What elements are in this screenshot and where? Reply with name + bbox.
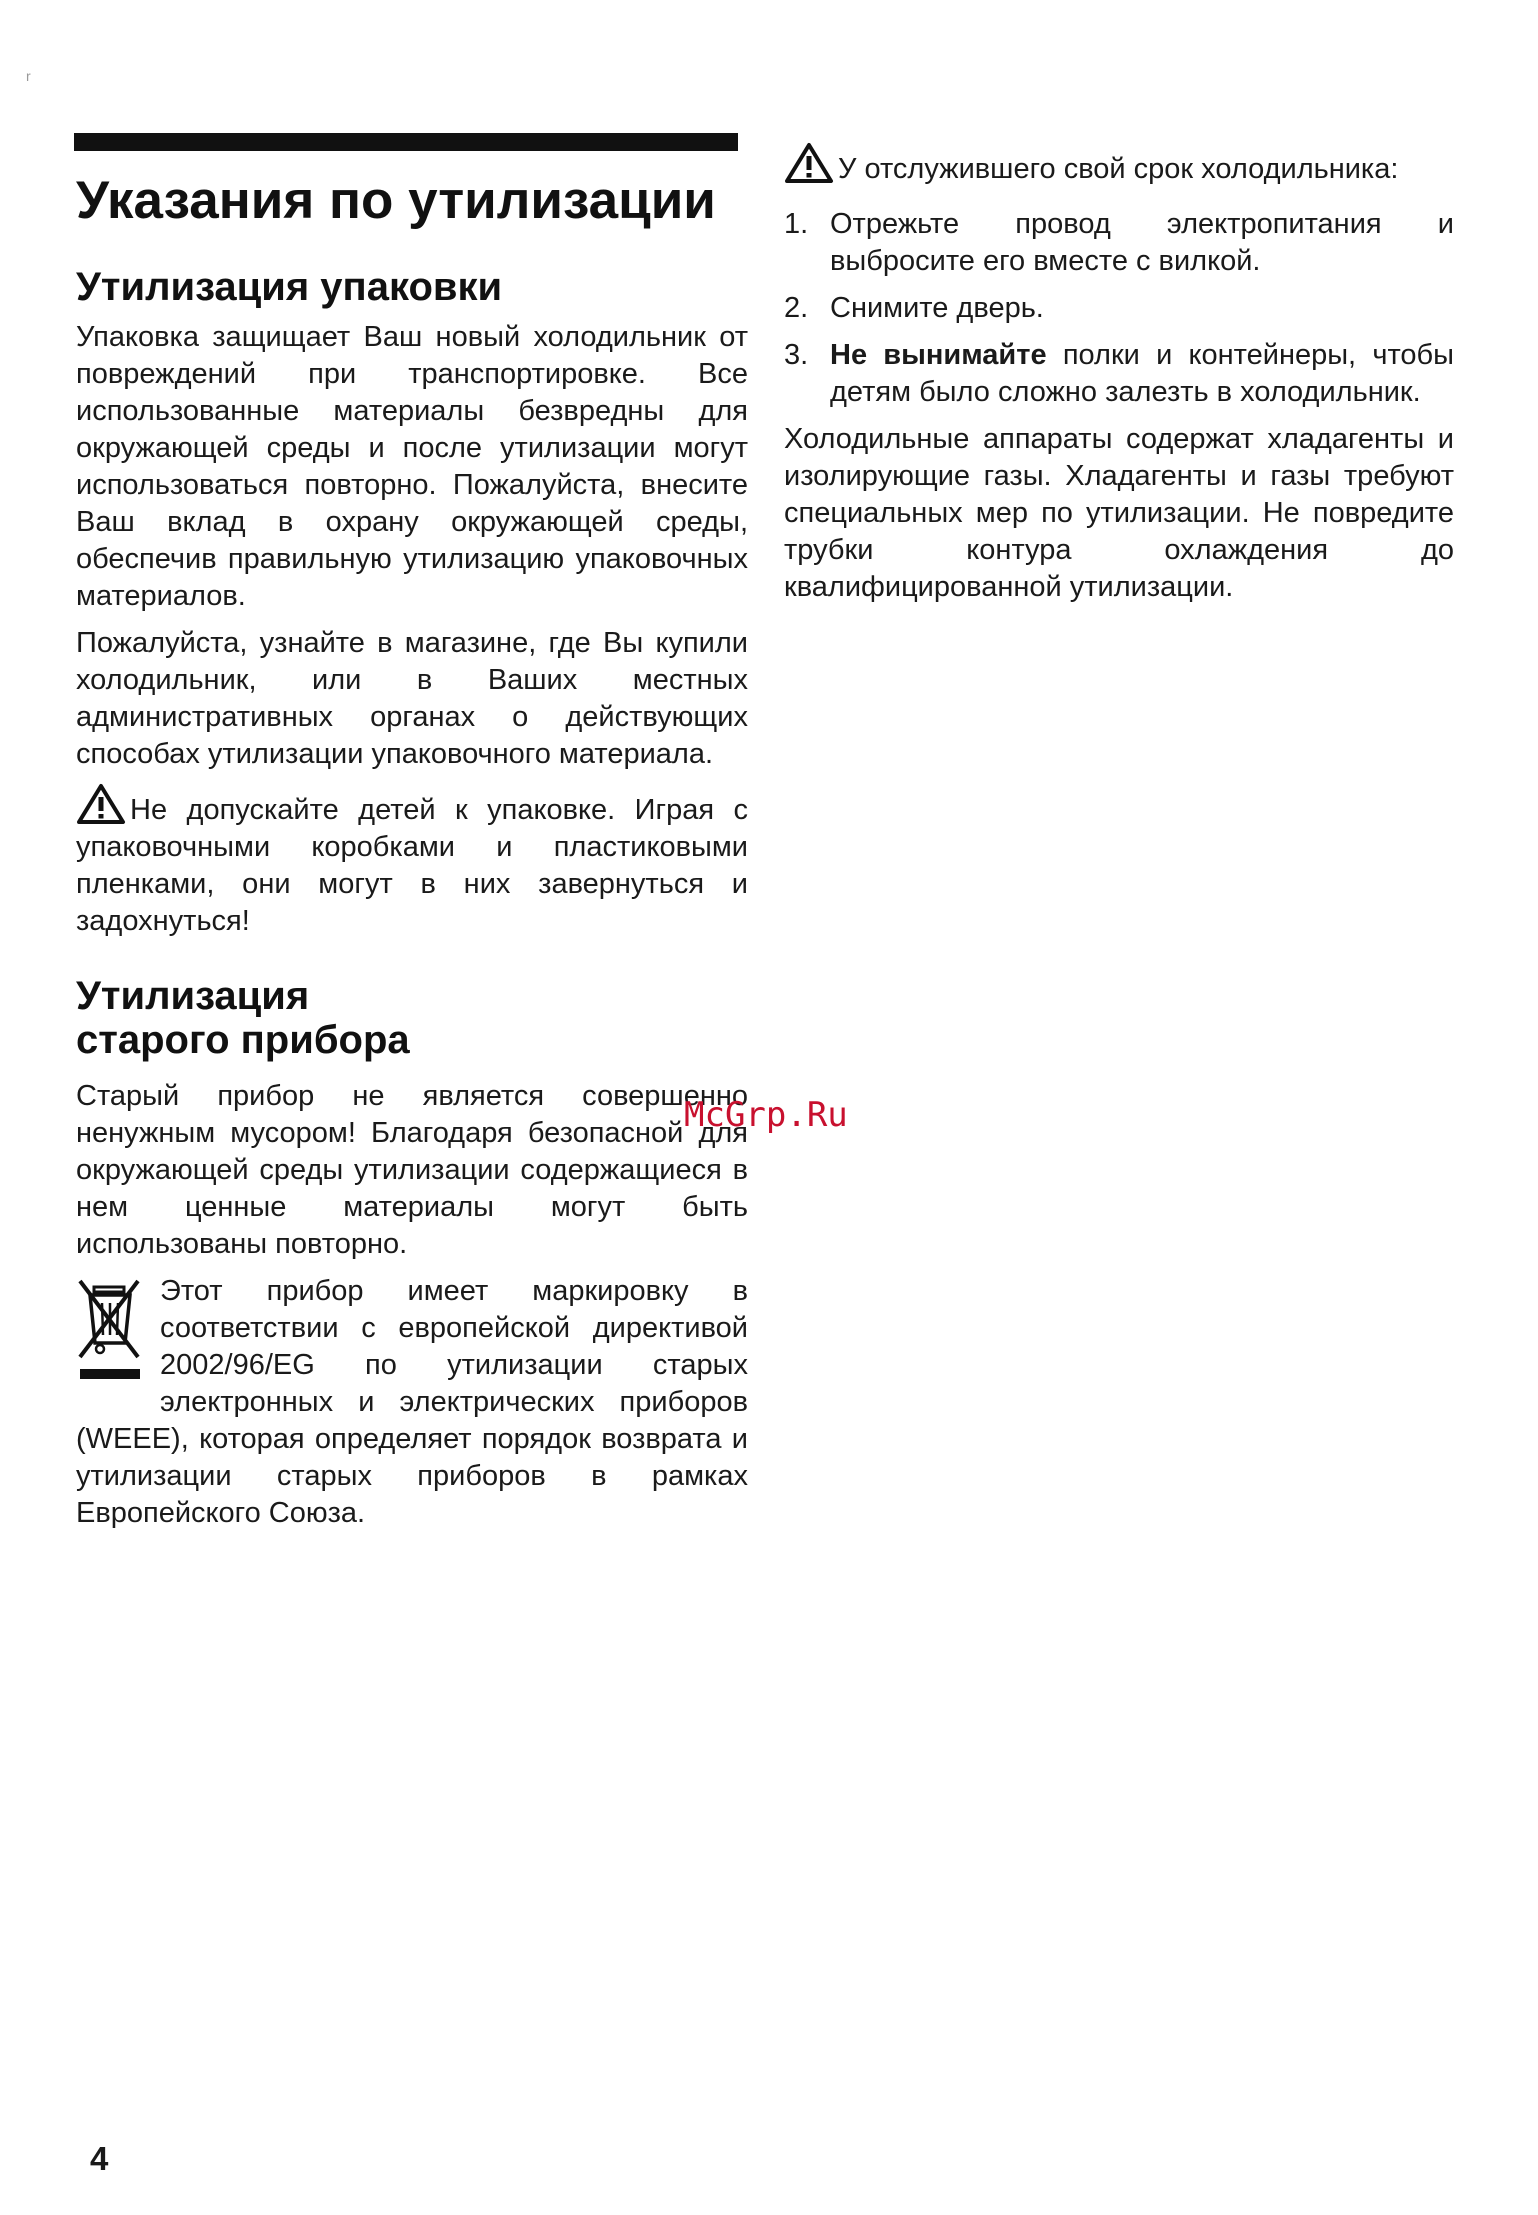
page-number: 4 xyxy=(90,2140,109,2177)
step-text xyxy=(830,337,1454,411)
packaging-paragraph-2: Пожалуйста, узнайте в магазине, где Вы купили холодильник, или в Ваших местных административных органах о действующих способах утилизации упаковочного материала. xyxy=(76,627,748,770)
packaging-paragraph-1: Упаковка защищает Ваш новый холодильник от повреждений при транспортировке. Все использованные материалы безвредны для окружающей среды и после утилизации могут использоваться повторно. Пожалуйста, внесите Ваш вклад в охрану окружающей среды, обеспечив правильную утилизацию упаковочных материалов. xyxy=(76,321,748,612)
disposal-warning xyxy=(784,142,1454,188)
old-appliance-heading-line2: старого прибора xyxy=(76,1018,410,1062)
right-column xyxy=(784,142,1454,616)
left-column xyxy=(76,170,748,1542)
weee-note-text: Этот прибор имеет маркировку в соответствии с европейской директивой 2002/96/EG по утилизации старых электронных и электрических приборов (WEEE), которая определяет порядок возврата и утилизации старых приборов в рамках Европейского Союза. xyxy=(76,1275,748,1529)
refrigerants-paragraph: Холодильные аппараты содержат хладагенты и изолирующие газы. Хладагенты и газы требуют специальных мер по утилизации. Не повредите трубки контура охлаждения до квалифицированной утилизации. xyxy=(784,423,1454,603)
page-title: Указания по утилизации xyxy=(76,171,716,230)
top-rule xyxy=(74,133,738,151)
packaging-heading: Утилизация упаковки xyxy=(76,265,503,309)
step-text: Снимите дверь. xyxy=(830,292,1044,324)
step-text-rest: полки и контейнеры, чтобы детям было сложно залезть в холодильник. xyxy=(830,339,1454,408)
list-item xyxy=(784,290,1454,327)
old-appliance-paragraph: Старый прибор не является совершенно ненужным мусором! Благодаря безопасной для окружающей среды утилизации содержащиеся в нем ценные материалы могут быть использованы повторно. xyxy=(76,1080,748,1260)
disposal-warning-text: У отслужившего свой срок холодильника: xyxy=(838,153,1399,185)
packaging-warning xyxy=(76,783,748,940)
packaging-warning-text: Не допускайте детей к упаковке. Играя с упаковочными коробками и пластиковыми пленками, они могут в них завернуться и задохнуться! xyxy=(76,794,748,937)
watermark: McGrp.Ru xyxy=(684,1095,848,1135)
step-number: 2. xyxy=(784,292,809,324)
step-text: Отрежьте провод электропитания и выбросите его вместе с вилкой. xyxy=(830,208,1454,277)
disposal-steps xyxy=(784,206,1454,411)
scan-speck: r xyxy=(26,68,31,84)
step-emphasis: Не вынимайте xyxy=(830,339,1047,371)
step-number: 3. xyxy=(784,339,809,371)
list-item xyxy=(784,337,1454,411)
old-appliance-heading xyxy=(76,974,748,1062)
warning-triangle-icon xyxy=(784,142,834,184)
step-number: 1. xyxy=(784,208,809,240)
warning-triangle-icon xyxy=(76,783,126,825)
old-appliance-heading-line1: Утилизация xyxy=(76,974,310,1018)
list-item xyxy=(784,206,1454,280)
crossed-bin-icon xyxy=(76,1277,144,1385)
weee-note xyxy=(76,1273,748,1532)
